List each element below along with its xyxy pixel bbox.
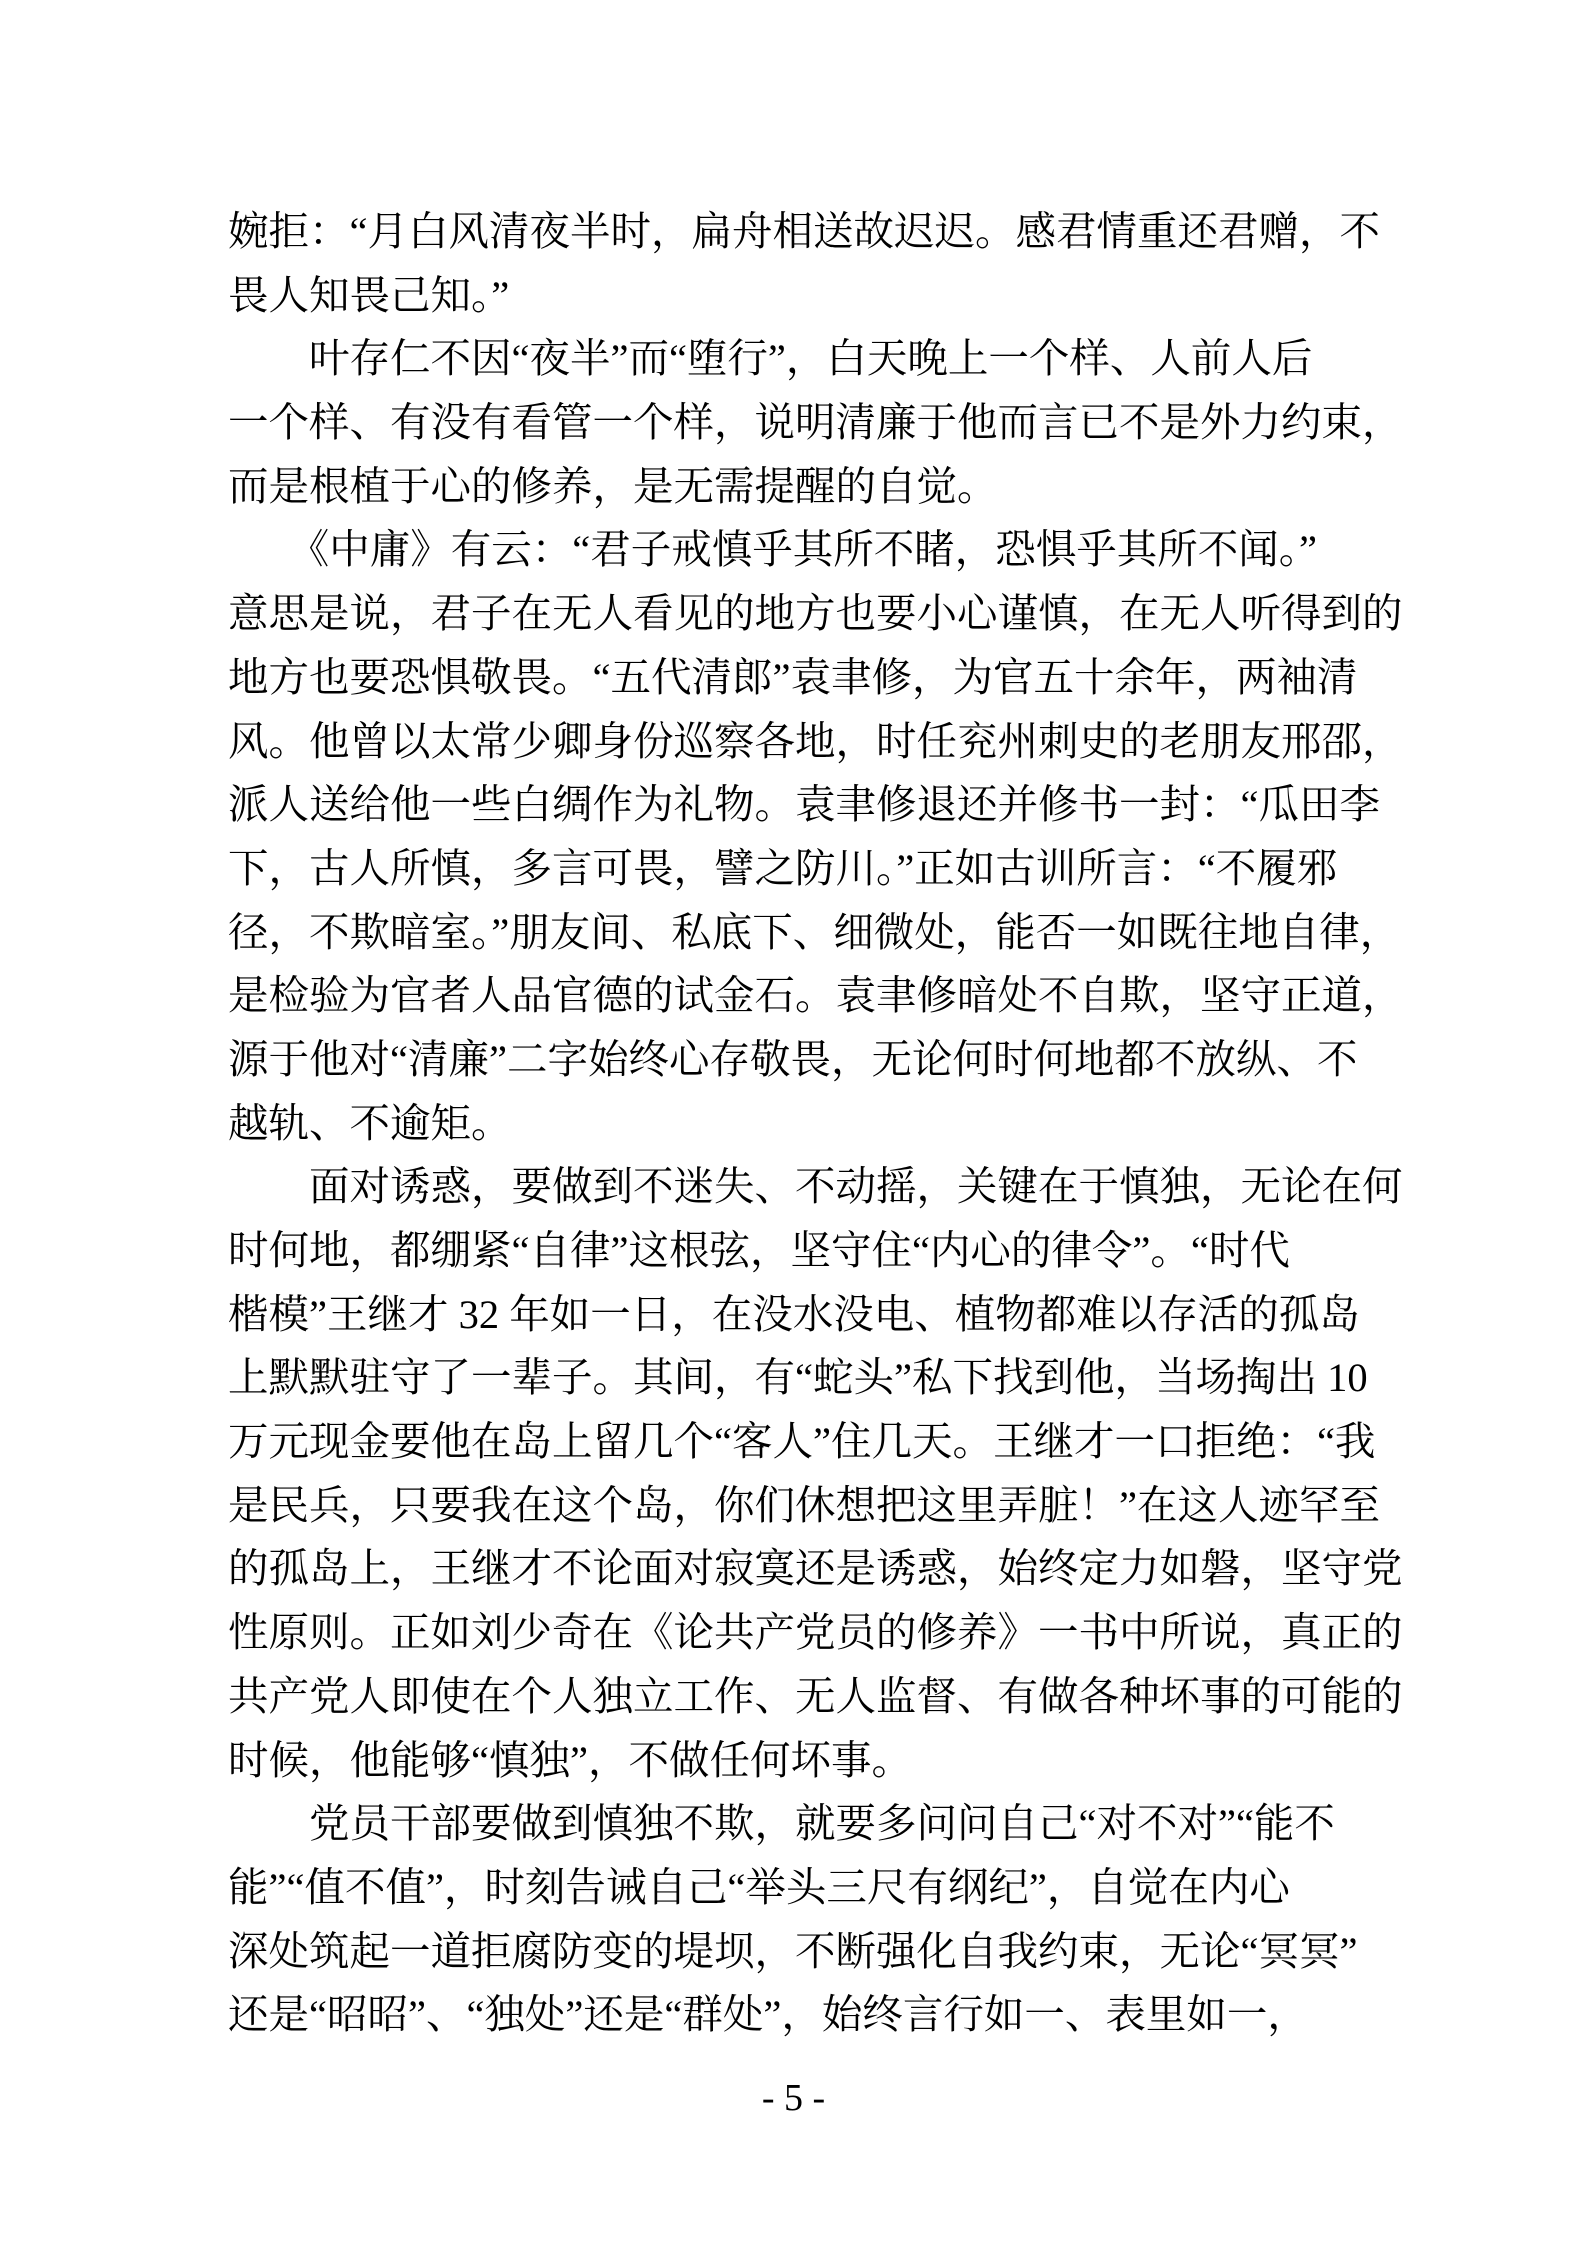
text-line: 一个样、有没有看管一个样，说明清廉于他而言已不是外力约束， bbox=[228, 400, 1403, 446]
text-line: 楷模”王继才 32 年如一日，在没水没电、植物都难以存活的孤岛 bbox=[228, 1291, 1360, 1337]
text-line: 是民兵，只要我在这个岛，你们休想把这里弄脏！”在这人迹罕至 bbox=[228, 1482, 1380, 1528]
text-line: 是检验为官者人品官德的试金石。袁聿修暗处不自欺，坚守正道， bbox=[228, 973, 1403, 1019]
text-line: 下，古人所慎，多言可畏，譬之防川。”正如古训所言：“不履邪 bbox=[228, 845, 1338, 891]
text-line: 上默默驻守了一辈子。其间，有“蛇头”私下找到他，当场掏出 10 bbox=[228, 1355, 1368, 1401]
text-line: 派人送给他一些白绸作为礼物。袁聿修退还并修书一封：“瓜田李 bbox=[228, 782, 1380, 828]
text-line: 径，不欺暗室。”朋友间、私底下、细微处，能否一如既往地自律， bbox=[228, 909, 1401, 955]
text-line: 党员干部要做到慎独不欺，就要多问问自己“对不对”“能不 bbox=[228, 1801, 1335, 1847]
text-line: 《中庸》有云：“君子戒慎乎其所不睹，恐惧乎其所不闻。” bbox=[228, 527, 1317, 573]
text-line: 还是“昭昭”、“独处”还是“群处”，始终言行如一、表里如一， bbox=[228, 1992, 1308, 2038]
text-line: 源于他对“清廉”二字始终心存敬畏，无论何时何地都不放纵、不 bbox=[228, 1036, 1358, 1082]
text-line: 时何地，都绷紧“自律”这根弦，坚守住“内心的律令”。“时代 bbox=[228, 1228, 1290, 1273]
text-line: 叶存仁不因“夜半”而“堕行”，白天晚上一个样、人前人后 bbox=[228, 336, 1313, 382]
text-line: 越轨、不逾矩。 bbox=[228, 1100, 512, 1146]
text-line: 而是根植于心的修养，是无需提醒的自觉。 bbox=[228, 463, 998, 509]
text-line: 万元现金要他在岛上留几个“客人”住几天。王继才一口拒绝：“我 bbox=[228, 1419, 1376, 1465]
text-line: 婉拒：“月白风清夜半时，扁舟相送故迟迟。感君情重还君赠，不 bbox=[228, 209, 1380, 254]
text-line: 畏人知畏己知。” bbox=[228, 272, 510, 318]
text-line: 地方也要恐惧敬畏。“五代清郎”袁聿修，为官五十余年，两袖清 bbox=[228, 654, 1358, 700]
text-line: 共产党人即使在个人独立工作、无人监督、有做各种坏事的可能的 bbox=[228, 1673, 1403, 1719]
text-line: 深处筑起一道拒腐防变的堤坝，不断强化自我约束，无论“冥冥” bbox=[228, 1928, 1358, 1974]
text-line: 风。他曾以太常少卿身份巡察各地，时任兖州刺史的老朋友邢邵， bbox=[228, 718, 1403, 764]
text-line: 面对诱惑，要做到不迷失、不动摇，关键在于慎独，无论在何 bbox=[228, 1164, 1403, 1210]
text-line: 性原则。正如刘少奇在《论共产党员的修养》一书中所说，真正的 bbox=[228, 1610, 1403, 1656]
text-line: 时候，他能够“慎独”，不做任何坏事。 bbox=[228, 1737, 912, 1783]
text-line: 能”“值不值”，时刻告诫自己“举头三尺有纲纪”，自觉在内心 bbox=[228, 1864, 1290, 1910]
page-number: - 5 - bbox=[761, 2077, 826, 2119]
text-line: 的孤岛上，王继才不论面对寂寞还是诱惑，始终定力如磐，坚守党 bbox=[228, 1546, 1403, 1592]
text-line: 意思是说，君子在无人看见的地方也要小心谨慎，在无人听得到的 bbox=[228, 591, 1403, 637]
body-text bbox=[228, 200, 1438, 2047]
